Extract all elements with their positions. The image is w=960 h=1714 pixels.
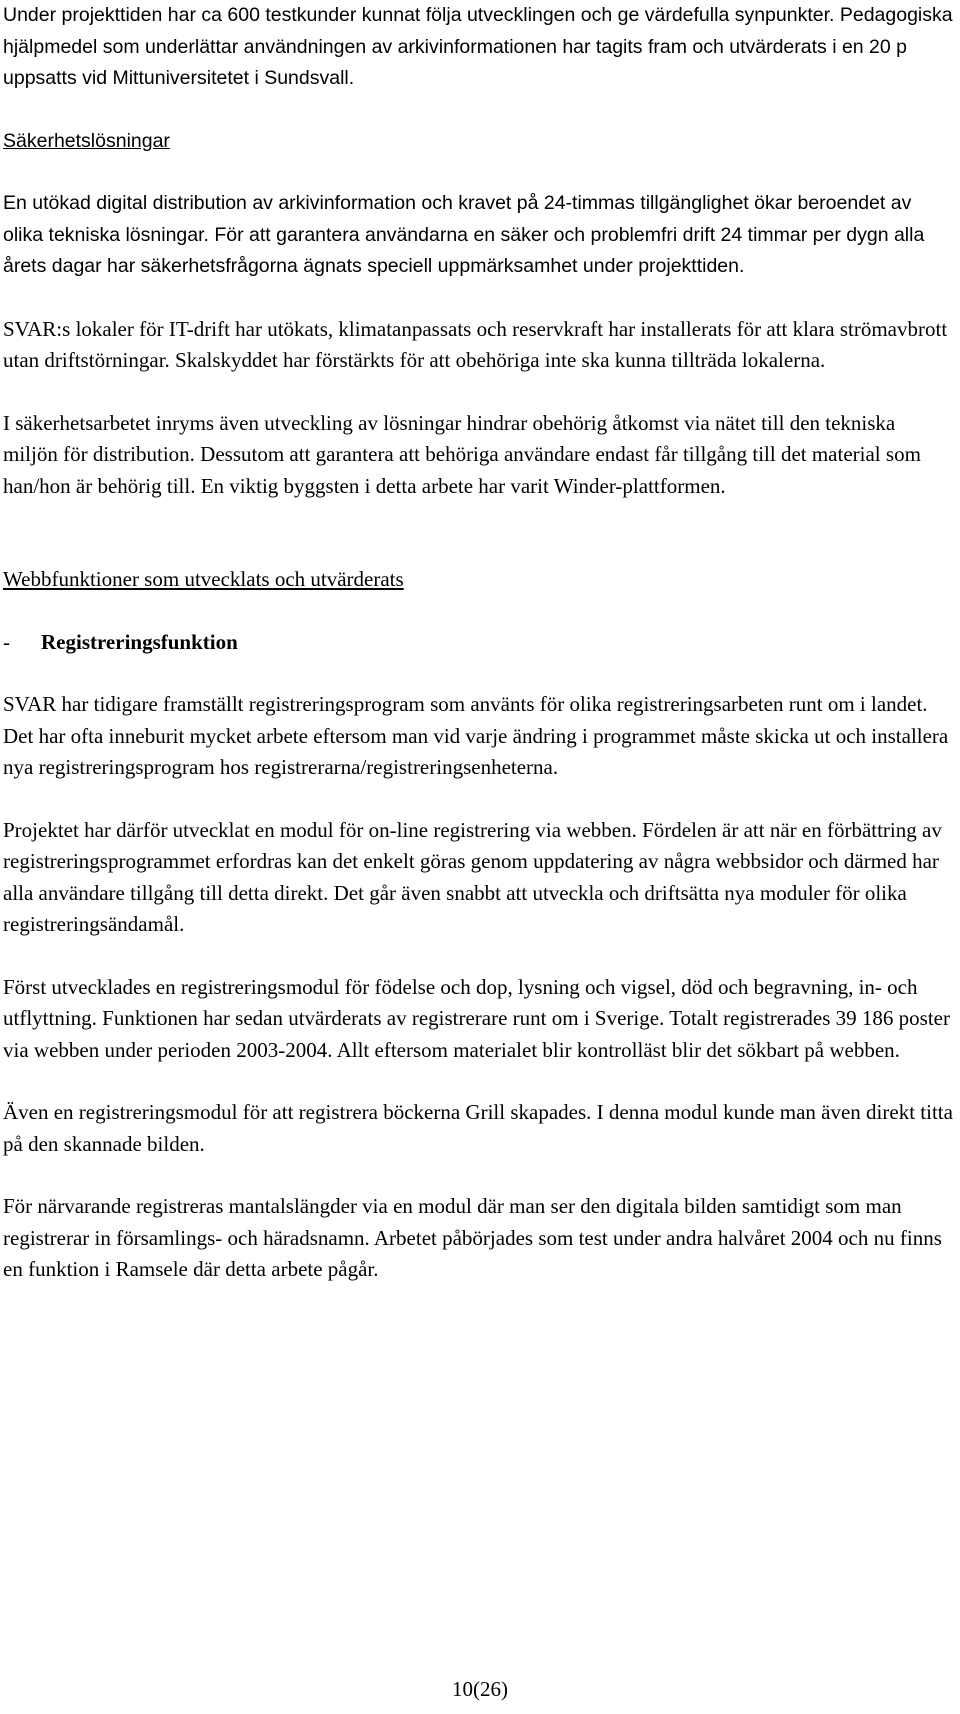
- web-paragraph-5: För närvarande registreras mantalslängder via en modul där man ser den digitala bilden samtidigt som man registrerar in församlings- och häradsnamn. Arbetet påbörjades som test under andra halvåret 2004 och nu finns en funktion i Ramsele där detta arbete pågår.: [3, 1194, 942, 1281]
- web-paragraph-4: Även en registreringsmodul för att registrera böckerna Grill skapades. I denna modul kunde man även direkt titta på den skannade bilden.: [3, 1100, 953, 1156]
- spacer: [3, 95, 953, 126]
- intro-paragraph: Under projekttiden har ca 600 testkunder kunnat följa utvecklingen och ge värdefulla synpunkter. Pedagogiska hjälpmedel som underlättar användningen av arkivinformationen har tagits fram och utvärderats i en 20 p uppsatts vid Mittuniversitetet i Sundsvall.: [3, 4, 953, 89]
- section-heading-security: Säkerhetslösningar: [3, 129, 170, 152]
- web-paragraph-1: SVAR har tidigare framställt registreringsprogram som använts för olika registreringsarbeten runt om i landet. Det har ofta inneburit mycket arbete eftersom man vid varje ändring i programmet måste skicka ut och installera nya registreringsprogram hos registrerarna/registreringsenheterna.: [3, 692, 949, 779]
- subheading-dash: -: [3, 629, 10, 654]
- spacer: [3, 157, 953, 188]
- subheading-registration: [3, 627, 953, 659]
- spacer: [3, 1160, 953, 1191]
- web-paragraph-2: Projektet har därför utvecklat en modul för on-line registrering via webben. Fördelen är att när en förbättring av registreringsprogrammet erfordras kan det enkelt göras genom uppdatering av några webbsidor och därmed har alla användare tillgång till detta direkt. Det går även snabbt att utveckla och driftsätta nya moduler för olika registreringsändamål.: [3, 817, 942, 936]
- subheading-title: Registreringsfunktion: [41, 629, 238, 654]
- spacer: [3, 941, 953, 972]
- spacer: [3, 1066, 953, 1097]
- page-number: 10(26): [452, 1677, 508, 1701]
- spacer: [3, 377, 953, 408]
- section-heading-web: Webbfunktioner som utvecklats och utvärderats: [3, 567, 404, 591]
- security-paragraph-3: I säkerhetsarbetet inryms även utveckling av lösningar hindrar obehörig åtkomst via nätet till den tekniska miljön för distribution. Dessutom att garantera att behöriga användare endast får tillgång till det material som han/hon är behörig till. En viktig byggsten i detta arbete har varit Winder-plattformen.: [3, 410, 921, 498]
- spacer: [3, 502, 953, 564]
- spacer: [3, 658, 953, 689]
- security-paragraph-2: SVAR:s lokaler för IT-drift har utökats, klimatanpassats och reservkraft har installerats för att klara strömavbrott utan driftstörningar. Skalskyddet har förstärkts för att obehöriga inte ska kunna tillträda lokalerna.: [3, 316, 948, 372]
- spacer: [3, 596, 953, 627]
- spacer: [3, 283, 953, 314]
- security-paragraph-1: En utökad digital distribution av arkivinformation och kravet på 24-timmas tillgänglighet ökar beroendet av olika tekniska lösningar. För att garantera användarna en säker och problemfri drift 24 timmar per dygn alla årets dagar har säkerhetsfrågorna ägnats speciell uppmärksamhet under projekttiden.: [3, 192, 925, 277]
- web-paragraph-3: Först utvecklades en registreringsmodul för födelse och dop, lysning och vigsel, död och begravning, in- och utflyttning. Funktionen har sedan utvärderats av registrerare runt om i Sverige. Totalt registrerades 39 186 poster via webben under perioden 2003-2004. Allt eftersom materialet blir kontrolläst blir det sökbart på webben.: [3, 974, 950, 1062]
- document-page: [3, 0, 953, 1286]
- spacer: [3, 784, 953, 815]
